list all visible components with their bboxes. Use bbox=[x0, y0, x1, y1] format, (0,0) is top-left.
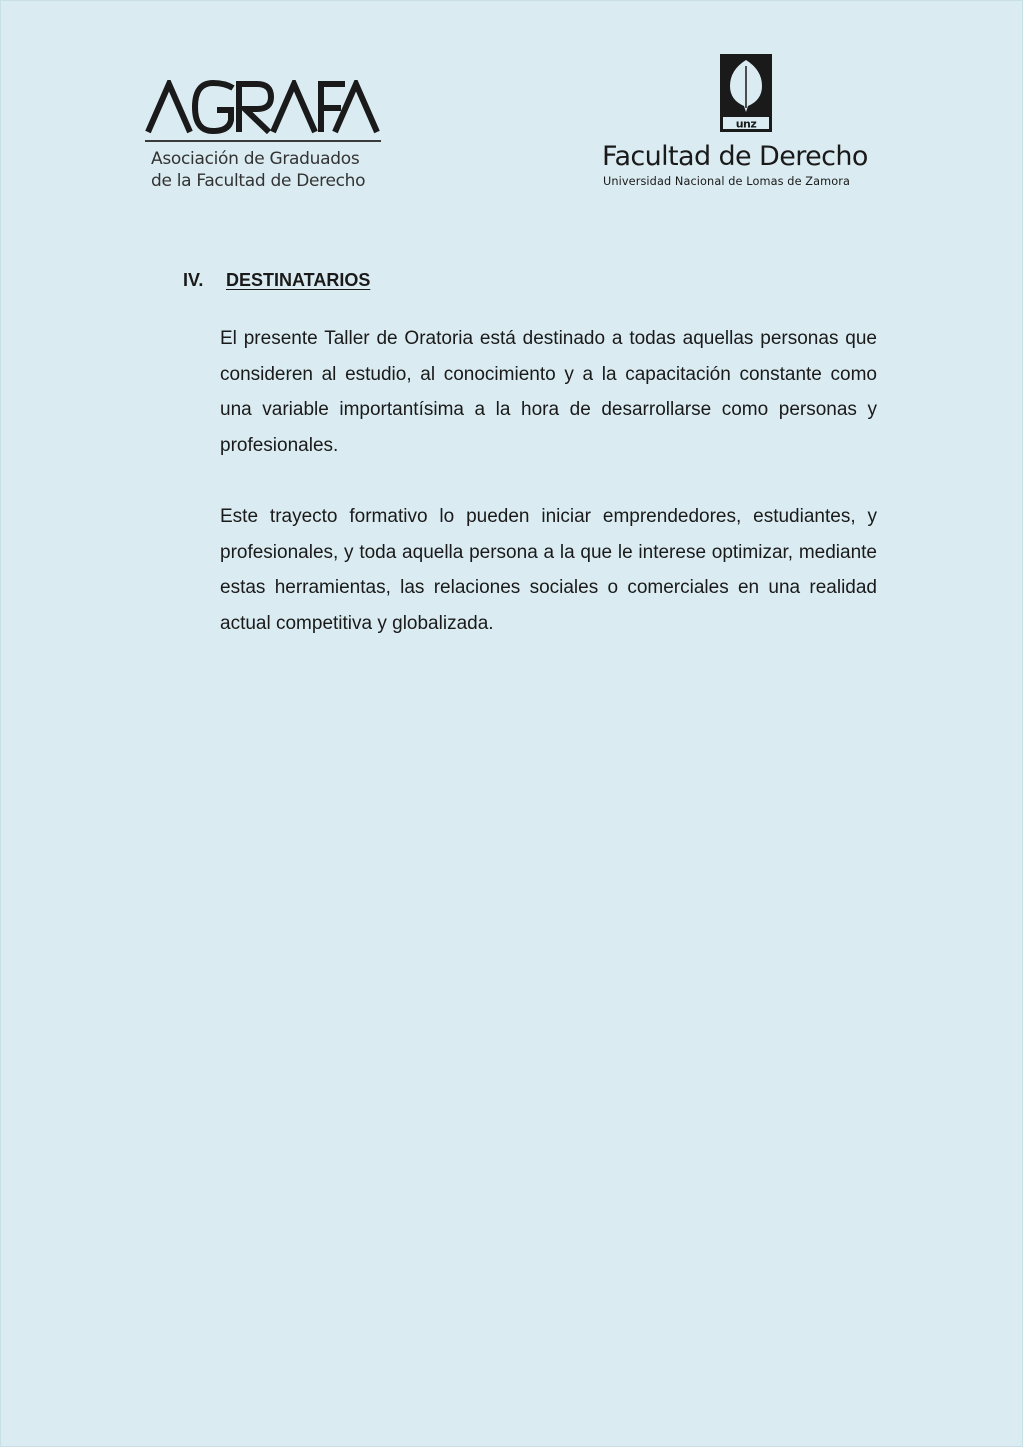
agrafa-subtitle-line1: Asociación de Graduados bbox=[151, 149, 360, 169]
agrafa-subtitle bbox=[151, 148, 385, 192]
paragraph-audience: Este trayecto formativo lo pueden iniciar emprendedores, estudiantes, y profesionales, y toda aquella persona a la que le interese optimizar, mediante estas herramientas, las relaciones sociales o comerciales en una realidad actual competitiva y globalizada. bbox=[220, 506, 877, 634]
agrafa-logo bbox=[145, 80, 385, 192]
section-heading bbox=[183, 268, 370, 292]
section-title: DESTINATARIOS bbox=[226, 270, 371, 290]
paragraph-intro: El presente Taller de Oratoria está destinado a todas aquellas personas que consideren al estudio, al conocimiento y a la capacitación constante como una variable importantísima a la hora de desarrollarse como personas y profesionales. bbox=[220, 328, 877, 456]
svg-text:unz: unz bbox=[735, 117, 757, 131]
agrafa-subtitle-line2: de la Facultad de Derecho bbox=[151, 171, 366, 191]
section-number: IV. bbox=[183, 270, 204, 290]
university-name: Universidad Nacional de Lomas de Zamora bbox=[603, 175, 851, 188]
faculty-name: Facultad de Derecho bbox=[602, 141, 868, 172]
agrafa-divider bbox=[145, 140, 381, 142]
unlz-leaf-emblem-icon bbox=[718, 52, 774, 134]
agrafa-wordmark bbox=[145, 80, 381, 134]
